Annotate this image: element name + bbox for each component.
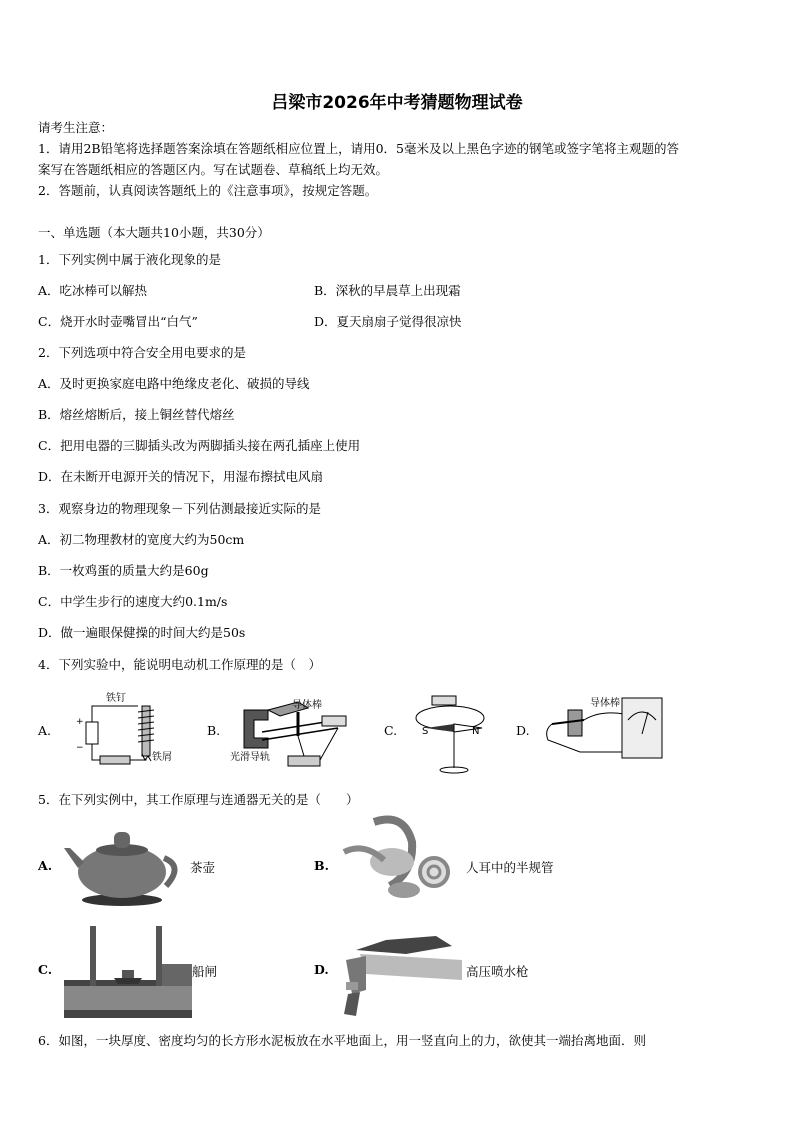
question-3-option-b: B．一枚鸡蛋的质量大约是60g [38,563,209,578]
question-5-option-b-label: B. [314,858,329,873]
question-1-option-a: A．吃冰棒可以解热 [38,283,148,298]
question-1-option-c: C．烧开水时壶嘴冒出“白气” [38,314,198,329]
svg-text:+: + [76,717,84,727]
nail-label: 铁钉 [106,693,126,704]
question-2-stem: 2．下列选项中符合安全用电要求的是 [38,345,246,360]
question-3-stem: 3．观察身边的物理现象－下列估测最接近实际的是 [38,501,321,516]
filings-label: 铁屑 [152,752,172,763]
notice-heading: 请考生注意： [38,120,114,135]
question-1-option-d: D．夏天扇扇子觉得很凉快 [314,314,462,329]
compass-needle-figure [410,688,490,776]
notice-item-1: 1．请用2B铅笔将选择题答案涂填在答题纸相应位置上，请用0．5毫米及以上黑色字迹的钢笔或签字笔将主观题的答 [38,141,679,156]
inner-ear-image [334,812,464,906]
question-5-option-a-label: A. [38,858,53,873]
question-1-stem: 1．下列实例中属于液化现象的是 [38,252,221,267]
page-title: 吕梁市2026年中考猜题物理试卷 [271,93,523,113]
svg-text:N: N [472,726,480,737]
question-5-stem: 5．在下列实例中，其工作原理与连通器无关的是（ ） [38,792,359,807]
question-4-option-b-label: B. [207,723,221,738]
svg-text:S: S [422,726,429,737]
question-3-option-a: A．初二物理教材的宽度大约为50cm [38,532,245,547]
ship-lock-image [64,922,192,1018]
spray-gun-image [336,920,466,1020]
question-5-option-c-label: C. [38,962,53,977]
ship-lock-caption: 船闸 [192,964,218,979]
conductor-rails-figure [228,690,358,776]
question-4-option-c-label: C. [384,723,398,738]
teapot-image [62,818,188,910]
electromagnet-figure [66,688,176,776]
question-4-option-d-label: D. [516,723,530,738]
question-2-option-b: B．熔丝熔断后，接上铜丝替代熔丝 [38,407,235,422]
teapot-caption: 茶壶 [190,860,216,875]
question-3-option-d: D．做一遍眼保健操的时间大约是50s [38,625,246,640]
svg-text:−: − [76,743,84,753]
question-3-option-c: C．中学生步行的速度大约0.1m/s [38,594,228,609]
ear-caption: 人耳中的半规管 [466,860,554,875]
notice-item-1-cont: 案写在答题纸相应的答题区内。写在试题卷、草稿纸上均无效。 [38,162,389,177]
question-2-option-d: D．在未断开电源开关的情况下，用湿布擦拭电风扇 [38,469,324,484]
question-2-option-a: A．及时更换家庭电路中绝缘皮老化、破损的导线 [38,376,310,391]
galvanometer-figure [540,690,670,776]
spray-gun-caption: 高压喷水枪 [466,964,529,979]
rail-label: 光滑导轨 [230,752,270,763]
section-heading: 一、单选题（本大题共10小题，共30分） [38,225,270,240]
notice-item-2: 2．答题前，认真阅读答题纸上的《注意事项》，按规定答题。 [38,183,378,198]
question-6-stem: 6．如图，一块厚度、密度均匀的长方形水泥板放在水平地面上，用一竖直向上的力，欲使其一端抬离地面．则 [38,1033,646,1048]
question-4-stem: 4．下列实验中，能说明电动机工作原理的是（ ） [38,657,321,672]
rod-label: 导体棒 [292,700,322,711]
question-5-option-d-label: D. [314,962,329,977]
question-2-option-c: C．把用电器的三脚插头改为两脚插头接在两孔插座上使用 [38,438,361,453]
question-4-option-a-label: A. [38,723,52,738]
rod-label-d: 导体棒 [590,698,620,709]
question-1-option-b: B．深秋的早晨草上出现霜 [314,283,461,298]
